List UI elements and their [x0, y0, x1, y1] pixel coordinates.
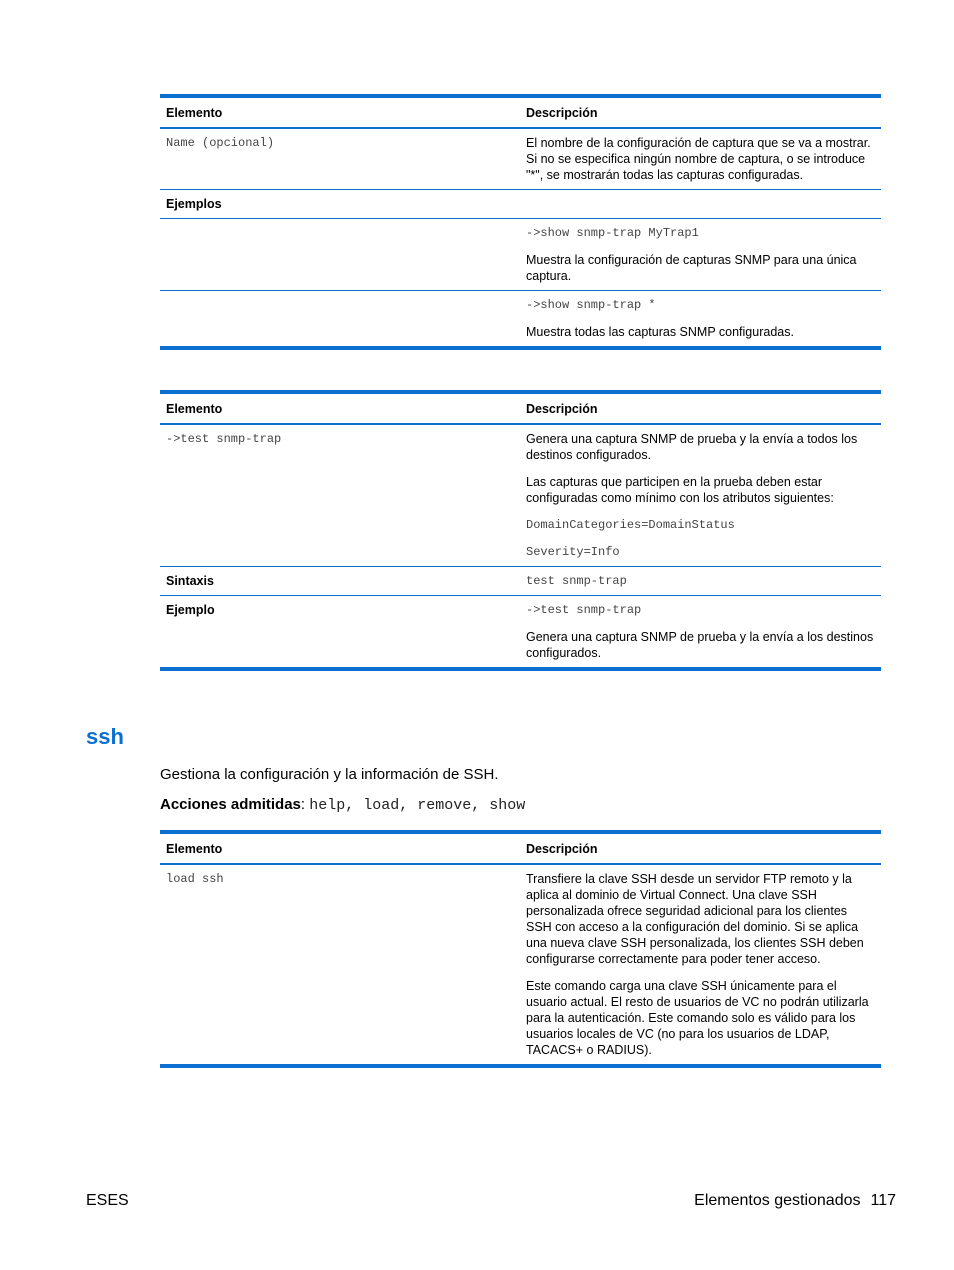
example-description: Genera una captura SNMP de prueba y la envía a los destinos configurados. — [526, 630, 874, 660]
table-header-descripcion: Descripción — [520, 832, 881, 864]
table-header-elemento: Elemento — [160, 392, 520, 424]
item-load-ssh: load ssh — [160, 864, 520, 1066]
table-row — [160, 567, 881, 596]
table-row — [160, 128, 881, 190]
example-cell — [520, 291, 881, 349]
table-row — [160, 291, 881, 349]
test-snmp-trap-table — [160, 390, 881, 671]
supported-actions — [160, 796, 525, 814]
table-header-descripcion: Descripción — [520, 392, 881, 424]
empty-cell — [160, 291, 520, 349]
syntax-label: Sintaxis — [160, 567, 520, 596]
section-title-ssh: ssh — [86, 724, 124, 749]
item-description: El nombre de la configuración de captura que se va a mostrar. Si no se especifica ningún nombre de captura, o se introduce "*", se mostrarán todas las capturas configuradas. — [526, 136, 871, 182]
description-paragraph: Este comando carga una clave SSH únicamente para el usuario actual. El resto de usuarios de VC no podrán utilizarla para la autenticación. Este comando solo es válido para los usuarios locales de VC (no para los usuarios de LDAP, TACACS+ o RADIUS). — [526, 979, 869, 1057]
footer-section-name: Elementos gestionados — [694, 1192, 861, 1209]
syntax-value: test snmp-trap — [520, 567, 881, 596]
table-row — [160, 190, 881, 219]
item-name-opcional: Name (opcional) — [166, 136, 275, 150]
table-row — [160, 424, 881, 567]
table-row — [160, 596, 881, 670]
supported-actions-label: Acciones admitidas — [160, 796, 301, 813]
description-paragraph: Genera una captura SNMP de prueba y la envía a todos los destinos configurados. — [526, 432, 858, 462]
footer-page-info — [694, 1192, 896, 1210]
table-row — [160, 219, 881, 291]
example-cell — [520, 219, 881, 291]
example-command: ->show snmp-trap MyTrap1 — [526, 226, 699, 240]
item-description-cell — [520, 424, 881, 567]
empty-cell — [520, 190, 881, 219]
example-description: Muestra la configuración de capturas SNMP para una única captura. — [526, 253, 857, 283]
example-description: Muestra todas las capturas SNMP configuradas. — [526, 325, 794, 339]
section-intro: Gestiona la configuración y la información de SSH. — [160, 766, 499, 783]
supported-actions-separator: : — [300, 796, 310, 813]
table-header-descripcion: Descripción — [520, 96, 881, 128]
description-paragraph: Las capturas que participen en la prueba deben estar configuradas como mínimo con los atributos siguientes: — [526, 475, 834, 505]
item-description-cell — [520, 864, 881, 1066]
snmp-trap-show-table — [160, 94, 881, 350]
table-row — [160, 864, 881, 1066]
footer-locale: ESES — [86, 1192, 129, 1209]
page-number: 117 — [870, 1192, 896, 1209]
ssh-load-table — [160, 830, 881, 1068]
item-test-snmp-trap: ->test snmp-trap — [166, 432, 282, 446]
table-header-elemento: Elemento — [160, 96, 520, 128]
description-paragraph: Transfiere la clave SSH desde un servidor FTP remoto y la aplica al dominio de Virtual Connect. Una clave SSH personalizada ofrece seguridad adicional para los clientes SSH con acceso a la configuración del dominio. Si se aplica una nueva clave SSH personalizada, los clientes SSH deben configurarse correctamente para poder tener acceso. — [526, 872, 864, 966]
table-header-elemento: Elemento — [160, 832, 520, 864]
supported-actions-values: help, load, remove, show — [309, 797, 526, 814]
empty-cell — [160, 219, 520, 291]
examples-label: Ejemplos — [160, 190, 520, 219]
attribute-severity: Severity=Info — [526, 545, 620, 559]
attribute-domaincategories: DomainCategories=DomainStatus — [526, 518, 735, 532]
example-command: ->test snmp-trap — [526, 603, 642, 617]
example-command: ->show snmp-trap * — [526, 298, 656, 312]
example-label: Ejemplo — [160, 596, 520, 670]
example-cell — [520, 596, 881, 670]
